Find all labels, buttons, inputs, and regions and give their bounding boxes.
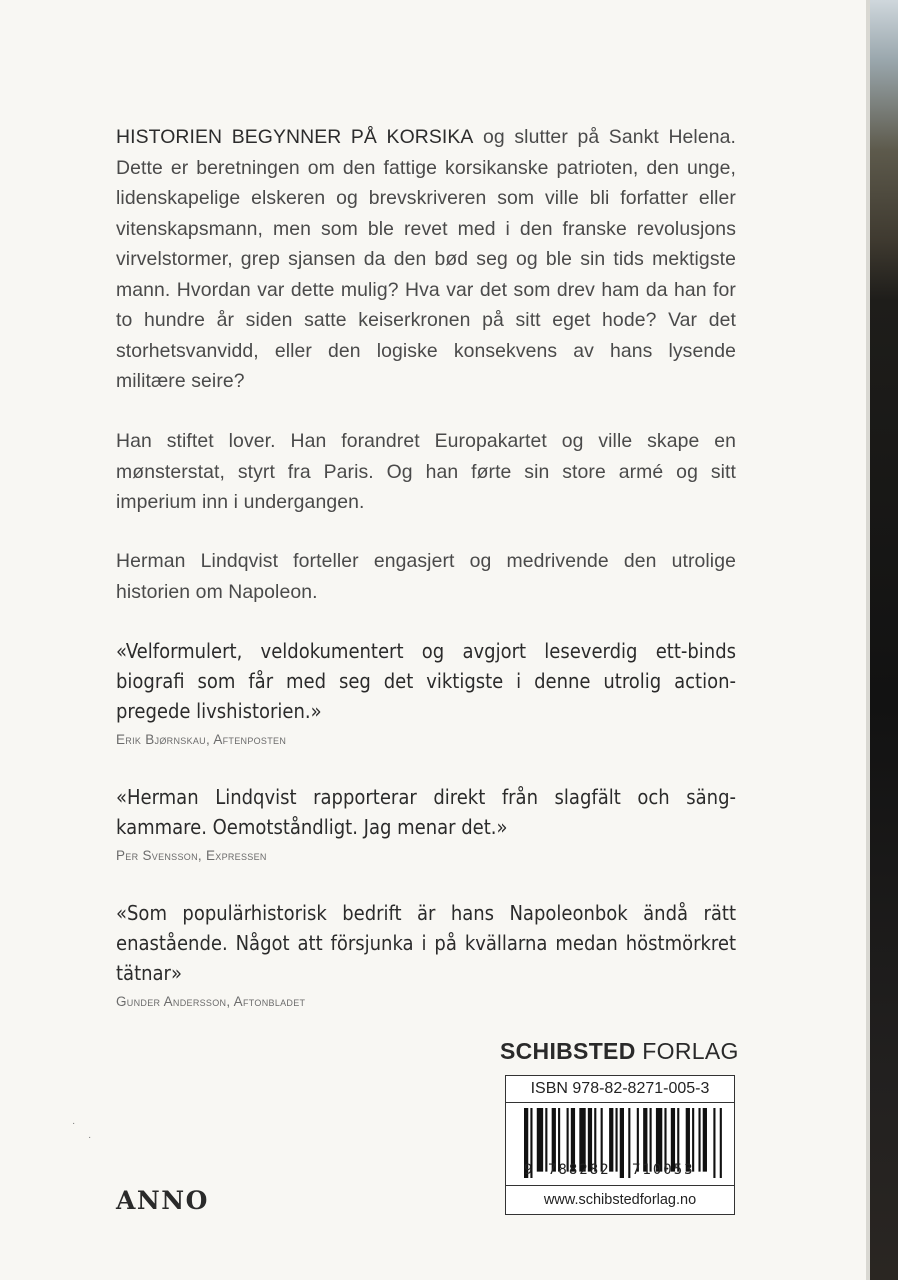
blurb-p1-text: og slutter på Sankt Helena. Dette er beretningen om den fattige korsikanske patrioten, den unge, lidenskapelige elskeren og brevskriveren som ville bli forfatter eller vitenskapsmann, men som ble revet med i den franske revolusjons virvelstormer, grep sjansen da den bød seg og ble sin tids mektigste mann. Hvordan var dette mulig? Hva var det som drev ham da han for to hundre år siden satte keiserkronen på sitt eget hode? Var det storhetsvanvidd, eller den logiske konsekvens av hans lysende militære seire? bbox=[116, 126, 736, 392]
blurb-lead: HISTORIEN BEGYNNER PÅ KORSIKA bbox=[116, 126, 474, 148]
review-source-3: Gunder Andersson, Aftonbladet bbox=[116, 994, 306, 1009]
barcode-digit-lead: 9 bbox=[524, 1162, 533, 1178]
barcode-digits bbox=[524, 1162, 724, 1180]
blurb-paragraph-3: Herman Lindqvist forteller engasjert og medrivende den utrolige historien om Napoleon. bbox=[116, 550, 736, 603]
blurb-paragraph-2: Han stiftet lover. Han forandret Europakartet og ville skape en mønsterstat, styrt fra Paris. Og han førte sin store armé og sitt imperium inn i undergangen. bbox=[116, 430, 736, 513]
imprint-logo: ANNO bbox=[116, 1186, 209, 1215]
publisher-name-bold: SCHIBSTED bbox=[500, 1038, 636, 1064]
barcode-digit-group-1: 788282 bbox=[548, 1162, 611, 1178]
review-source-2: Per Svensson, Expressen bbox=[116, 848, 267, 863]
review-quote-2: «Herman Lindqvist rapporterar direkt från slagfält och säng-kammare. Oemotståndligt. Jag menar det.» bbox=[116, 785, 736, 839]
review-source-1: Erik Bjørnskau, Aftenposten bbox=[116, 732, 287, 747]
print-speck: · bbox=[72, 1118, 76, 1129]
publisher-url: www.schibstedforlag.no bbox=[506, 1185, 734, 1214]
barcode-digit-group-2: 710053 bbox=[632, 1162, 695, 1178]
barcode-box bbox=[505, 1075, 735, 1215]
publisher-name-light: FORLAG bbox=[635, 1038, 739, 1064]
adjacent-cover-edge bbox=[866, 0, 898, 1280]
isbn-label: ISBN 978-82-8271-005-3 bbox=[506, 1076, 734, 1103]
blurb-paragraph-1 bbox=[116, 122, 736, 397]
review-quote-3: «Som populärhistorisk bedrift är hans Napoleonbok ändå rätt enastående. Något att försjunka i på kvällarna medan höstmörkret tätnar» bbox=[116, 901, 736, 985]
review-quote-1: «Velformulert, veldokumentert og avgjort leseverdig ett-binds biografi som får med seg det viktigste i denne utrolig action-pregede livshistorien.» bbox=[116, 639, 736, 723]
print-speck: · bbox=[88, 1132, 92, 1143]
publisher-logo bbox=[500, 1038, 740, 1065]
